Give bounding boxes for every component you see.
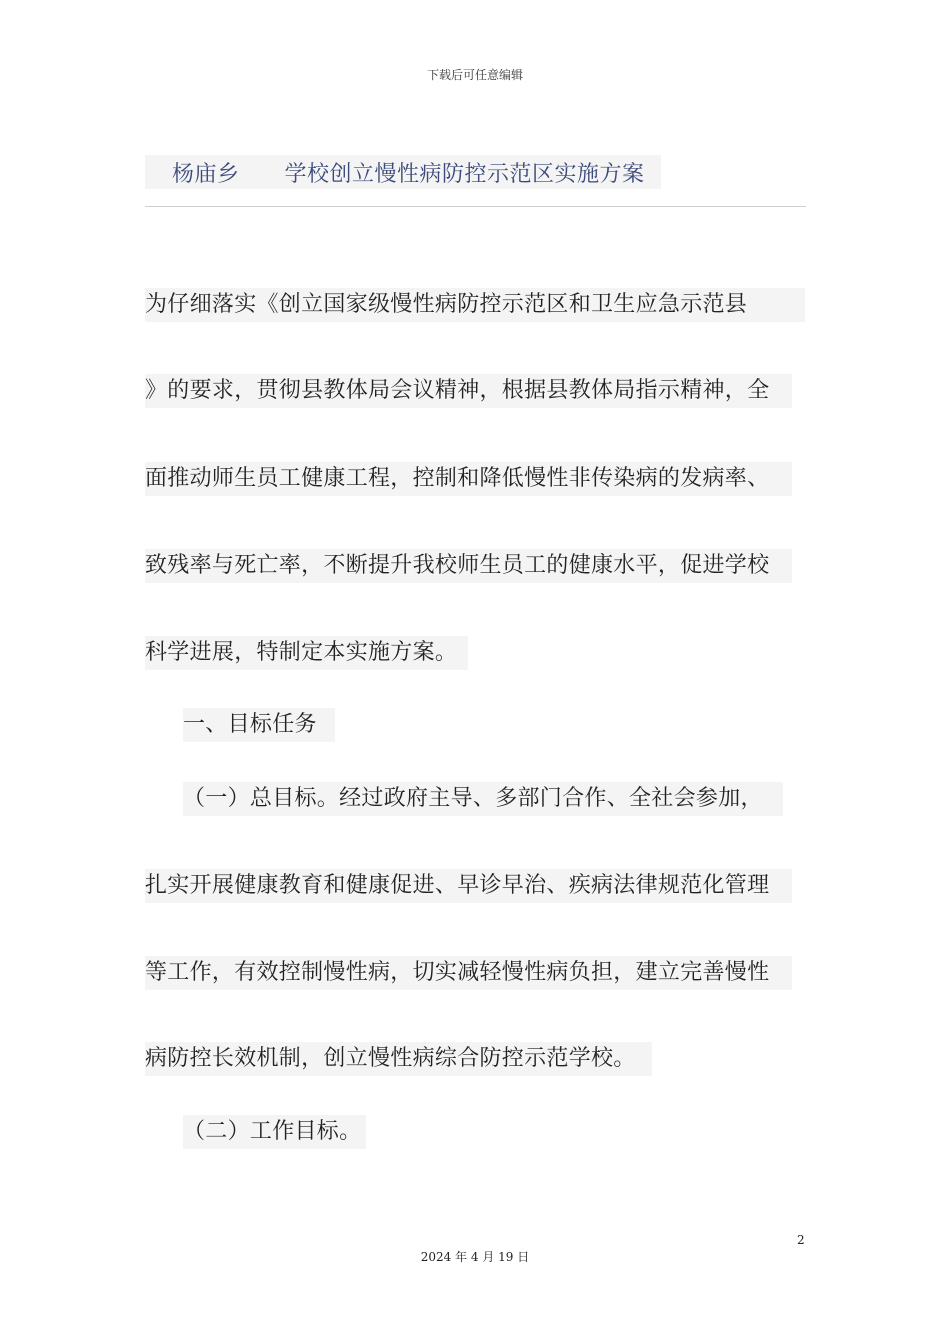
header-note: 下载后可任意编辑 <box>426 68 523 82</box>
paragraph-line: 面推动师生员工健康工程，控制和降低慢性非传染病的发病率、 <box>145 462 792 496</box>
paragraph-line: 病防控长效机制，创立慢性病综合防控示范学校。 <box>145 1042 652 1076</box>
paragraph-line: 扎实开展健康教育和健康促进、早诊早治、疾病法律规范化管理 <box>145 869 792 903</box>
title-divider <box>145 206 806 207</box>
section-heading: 一、目标任务 <box>183 708 335 742</box>
paragraph-line: 》的要求，贯彻县教体局会议精神，根据县教体局指示精神，全 <box>145 374 792 408</box>
paragraph-line: 科学进展，特制定本实施方案。 <box>145 636 468 670</box>
subsection-heading: （一）总目标。经过政府主导、多部门合作、全社会参加， <box>183 782 783 816</box>
footer-date: 2024 年 4 月 19 日 <box>420 1250 530 1264</box>
paragraph-line: 为仔细落实《创立国家级慢性病防控示范区和卫生应急示范县 <box>145 288 805 322</box>
document-title: 杨庙乡 学校创立慢性病防控示范区实施方案 <box>172 162 645 187</box>
page-number: 2 <box>797 1233 805 1247</box>
subsection-heading: （二）工作目标。 <box>183 1115 366 1149</box>
paragraph-line: 致残率与死亡率，不断提升我校师生员工的健康水平，促进学校 <box>145 549 792 583</box>
paragraph-line: 等工作，有效控制慢性病，切实减轻慢性病负担，建立完善慢性 <box>145 956 792 990</box>
